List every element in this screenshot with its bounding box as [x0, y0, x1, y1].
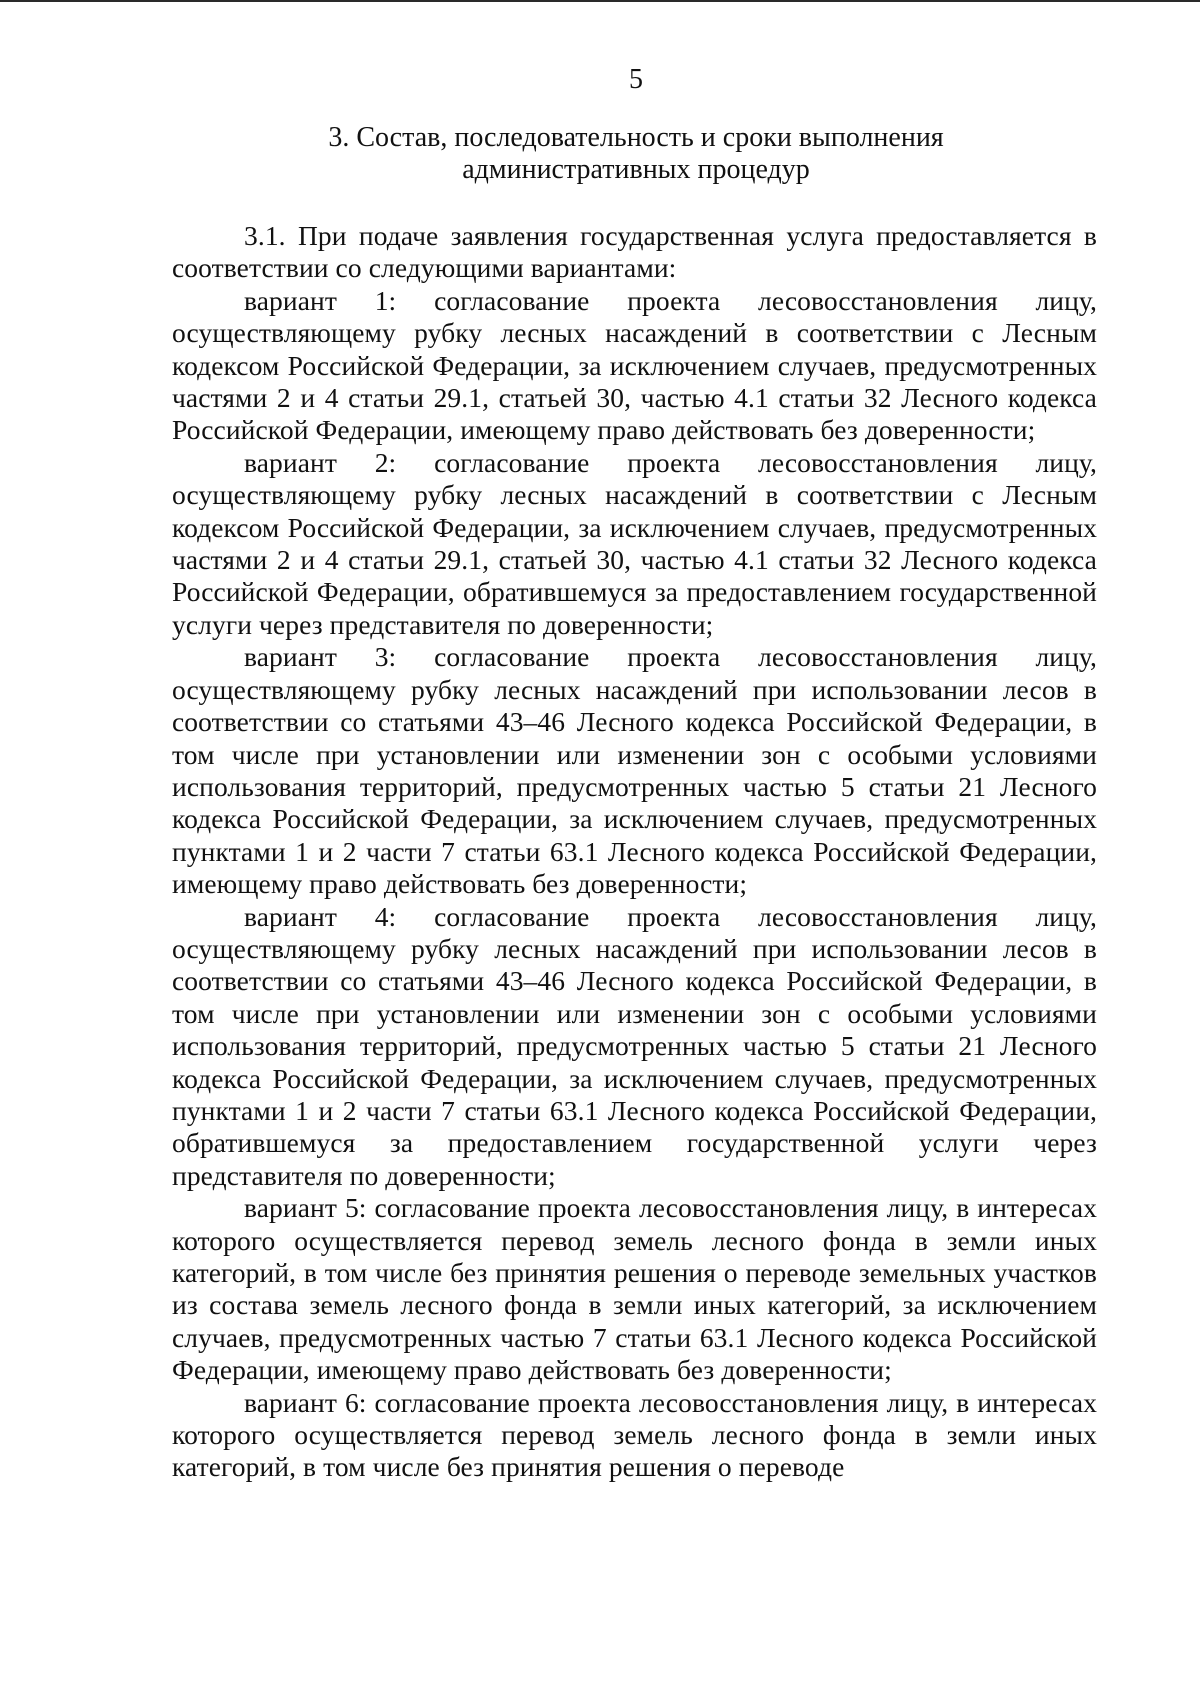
paragraph-variant-5: вариант 5: согласование проекта лесовосстановления лицу, в интересах которого осуществляется перевод земель лесного фонда в земли иных категорий, в том числе без принятия решения о переводе земельных участков из состава земель лесного фонда в земли иных категорий, за исключением случаев, предусмотренных частью 7 статьи 63.1 Лесного кодекса Российской Федерации, имеющему право действовать без доверенности;: [172, 1192, 1097, 1386]
paragraph-variant-6: вариант 6: согласование проекта лесовосстановления лицу, в интересах которого осуществляется перевод земель лесного фонда в земли иных категорий, в том числе без принятия решения о переводе: [172, 1386, 1097, 1483]
page-number: 5: [629, 64, 643, 95]
paragraph-intro: 3.1. При подаче заявления государственная услуга предоставляется в соответствии со следующими вариантами:: [172, 220, 1097, 284]
section-title-line-1: 3. Состав, последовательность и сроки выполнения: [328, 122, 944, 153]
section-title: [0, 122, 1200, 186]
paragraph-variant-4: вариант 4: согласование проекта лесовосстановления лицу, осуществляющему рубку лесных насаждений при использовании лесов в соответствии со статьями 43–46 Лесного кодекса Российской Федерации, в том числе при установлении или изменении зон с особыми условиями использования территорий, предусмотренных частью 5 статьи 21 Лесного кодекса Российской Федерации, за исключением случаев, предусмотренных пунктами 1 и 2 части 7 статьи 63.1 Лесного кодекса Российской Федерации, обратившемуся за предоставлением государственной услуги через представителя по доверенности;: [172, 900, 1097, 1191]
paragraph-variant-2: вариант 2: согласование проекта лесовосстановления лицу, осуществляющему рубку лесных насаждений в соответствии с Лесным кодексом Российской Федерации, за исключением случаев, предусмотренных частями 2 и 4 статьи 29.1, статьей 30, частью 4.1 статьи 32 Лесного кодекса Российской Федерации, обратившемуся за предоставлением государственной услуги через представителя по доверенности;: [172, 446, 1097, 640]
paragraph-variant-3: вариант 3: согласование проекта лесовосстановления лицу, осуществляющему рубку лесных насаждений при использовании лесов в соответствии со статьями 43–46 Лесного кодекса Российской Федерации, в том числе при установлении или изменении зон с особыми условиями использования территорий, предусмотренных частью 5 статьи 21 Лесного кодекса Российской Федерации, за исключением случаев, предусмотренных пунктами 1 и 2 части 7 статьи 63.1 Лесного кодекса Российской Федерации, имеющему право действовать без доверенности;: [172, 641, 1097, 900]
body-text: [172, 220, 1097, 1484]
paragraph-variant-1: вариант 1: согласование проекта лесовосстановления лицу, осуществляющему рубку лесных насаждений в соответствии с Лесным кодексом Российской Федерации, за исключением случаев, предусмотренных частями 2 и 4 статьи 29.1, статьей 30, частью 4.1 статьи 32 Лесного кодекса Российской Федерации, имеющему право действовать без доверенности;: [172, 284, 1097, 446]
section-title-line-2: административных процедур: [462, 154, 810, 185]
